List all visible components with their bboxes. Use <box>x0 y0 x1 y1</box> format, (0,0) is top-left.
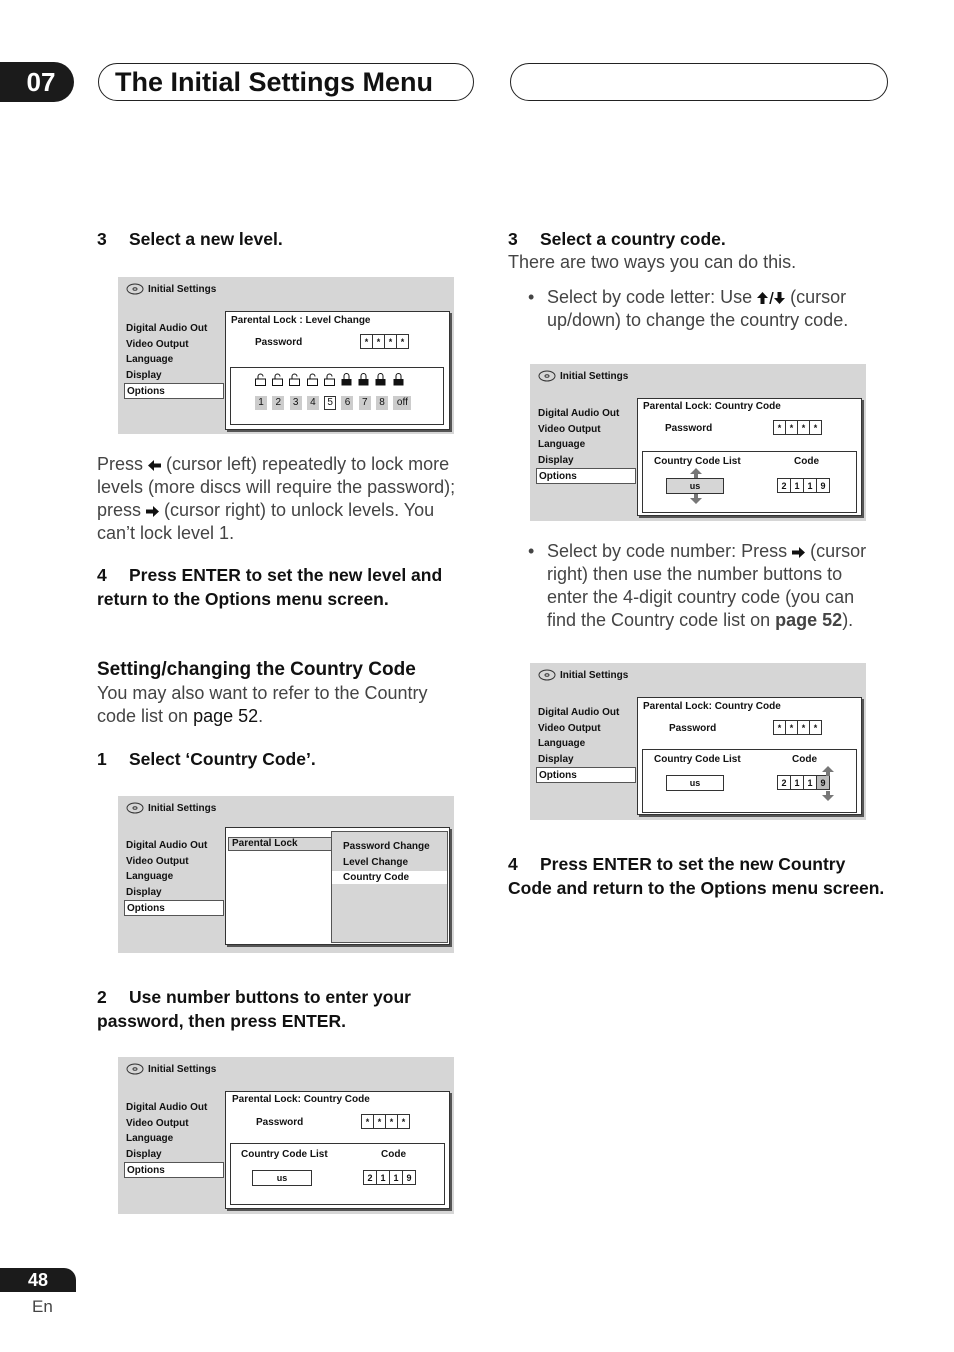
screen-menu: Digital Audio Out Video Output Language Display Options <box>126 321 224 399</box>
step-1-select-country-code: 1 Select ‘Country Code’. <box>97 749 316 769</box>
section-title: Setting/changing the Country Code <box>97 659 416 680</box>
press-cursor-paragraph: Press (cursor left) repeatedly to lock more levels (more discs will require the password); press (cursor right) to unlock levels. You can’t lock level 1. <box>97 454 456 543</box>
disc-icon <box>538 669 556 681</box>
arrow-right-icon <box>792 547 805 558</box>
screen-country-code-number: Initial Settings Digital Audio Out Video Output Language Display Options Parental Lock: Country Code Password * * * * Country Code List Code us 2 1 1 9 <box>530 663 866 820</box>
two-ways-intro: There are two ways you can do this. <box>508 252 797 272</box>
arrow-down-icon <box>822 791 834 801</box>
step-3-select-country-code: 3 Select a country code. <box>508 229 726 249</box>
options-panel: Parental Lock Password Change Level Change Country Code <box>225 827 450 945</box>
disc-icon <box>126 802 144 814</box>
level-change-panel: Parental Lock : Level Change Password * * * * 1 2 3 4 5 6 7 8 off <box>225 311 450 430</box>
page-number: 48 <box>0 1268 76 1292</box>
step-4-enter-country-code: 4 Press ENTER to set the new Country Code and return to the Options menu screen. <box>508 854 885 898</box>
arrow-down-icon <box>690 494 702 504</box>
disc-icon <box>538 370 556 382</box>
screen-country-code-password: Initial Settings Digital Audio Out Video Output Language Display Options Parental Lock: Country Code Password * * * * Country Code List Code us 2 1 1 9 <box>118 1057 454 1214</box>
chapter-number: 07 <box>0 62 74 102</box>
step-4-enter-level: 4 Press ENTER to set the new level and return to the Options menu screen. <box>97 565 443 609</box>
arrow-up-icon <box>690 468 702 478</box>
page-title: The Initial Settings Menu <box>98 63 474 101</box>
language-label: En <box>32 1297 53 1316</box>
arrow-right-icon <box>146 506 159 517</box>
options-submenu: Password Change Level Change Country Code <box>331 831 448 943</box>
arrow-left-icon <box>148 460 161 471</box>
bullet-code-letter: • Select by code letter: Use (cursor up/down) to change the country code. <box>528 287 849 330</box>
step-2-enter-password: 2 Use number buttons to enter your password, then press ENTER. <box>97 987 411 1031</box>
disc-icon <box>126 283 144 295</box>
level-numbers: 1 2 3 4 5 6 7 8 off <box>255 396 417 410</box>
disc-icon <box>126 1063 144 1075</box>
screen-level-change <box>118 277 454 434</box>
screen-country-code-letter: Initial Settings Digital Audio Out Video Output Language Display Options Parental Lock: Country Code Password * * * * Country Code List Code us 2 1 1 9 <box>530 364 866 521</box>
lock-row <box>255 373 410 386</box>
section-intro: You may also want to refer to the Country code list on page 52. <box>97 683 428 726</box>
header-blank-pill <box>510 63 888 101</box>
country-code-subpanel: Country Code List Code us 2 1 1 9 <box>230 1143 445 1205</box>
password-boxes: * * * * <box>361 334 409 349</box>
arrow-up-down-icon <box>757 292 785 304</box>
step-3-select-level: 3 Select a new level. <box>97 229 283 249</box>
screen-options-menu: Initial Settings Digital Audio Out Video Output Language Display Options Parental Lock Password Change Level Change Country Code <box>118 796 454 953</box>
arrow-up-icon <box>822 766 834 776</box>
level-selector <box>230 367 444 425</box>
bullet-code-number: • Select by code number: Press (cursor right) then use the number buttons to enter the 4-digit country code (you can find the Country code list on page 52). <box>528 541 867 630</box>
screen-header: Initial Settings <box>126 283 216 295</box>
